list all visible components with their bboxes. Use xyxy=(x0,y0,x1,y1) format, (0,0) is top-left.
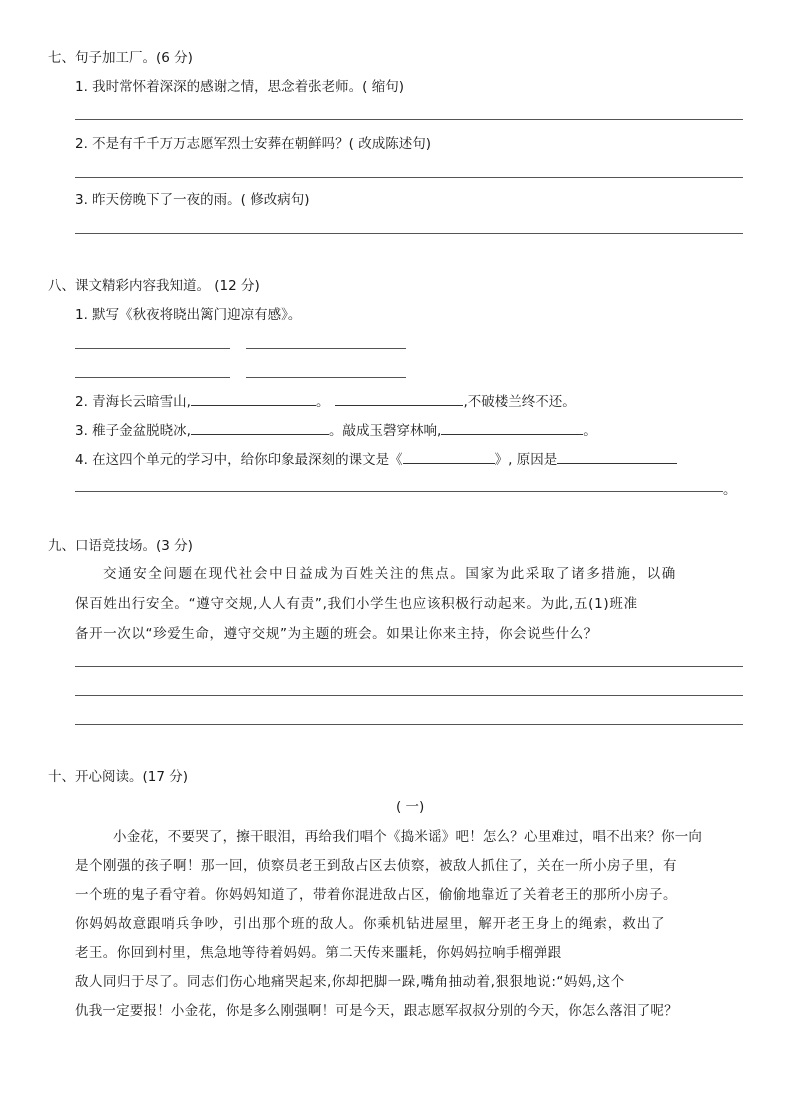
q2-text-b: 。 xyxy=(315,394,330,410)
answer-line[interactable] xyxy=(246,377,406,378)
answer-line[interactable] xyxy=(75,233,743,234)
q3-text-b: 。敲成玉磬穿林响, xyxy=(328,423,442,439)
s7-question-3: 3. 昨天傍晚下了一夜的雨。( 修改病句) xyxy=(75,192,310,208)
fill-blank[interactable] xyxy=(557,449,677,464)
s9-paragraph-line: 备开一次以“珍爱生命，遵守交规”为主题的班会。如果让你来主持，你会说些什么？ xyxy=(75,626,598,642)
s8-question-2 xyxy=(75,390,576,410)
fill-blank[interactable] xyxy=(335,391,463,406)
section-10-heading: 十、开心阅读。(17 分) xyxy=(48,769,189,785)
q4-text-a: 4. 在这四个单元的学习中，给你印象最深刻的课文是《 xyxy=(75,452,403,468)
q3-text-a: 3. 稚子金盆脱晓冰, xyxy=(75,423,191,439)
fill-blank[interactable] xyxy=(191,391,316,406)
answer-line[interactable] xyxy=(75,491,723,492)
passage-line: 是个刚强的孩子啊！那一回，侦察员老王到敌占区去侦察，被敌人抓住了，关在一所小房子里，有 xyxy=(75,858,677,874)
q4-text-b: 》, 原因是 xyxy=(494,452,558,468)
fill-blank[interactable] xyxy=(403,449,495,464)
s8-question-3 xyxy=(75,419,597,439)
section-8-heading: 八、课文精彩内容我知道。 (12 分) xyxy=(48,278,260,294)
s9-paragraph-line: 保百姓出行安全。“遵守交规,人人有责”,我们小学生也应该积极行动起来。为此,五(1)班准 xyxy=(75,596,638,612)
passage-line: 老王。你回到村里，焦急地等待着妈妈。第二天传来噩耗，你妈妈拉响手榴弹跟 xyxy=(75,945,562,961)
s8-question-1: 1. 默写《秋夜将晓出篱门迎凉有感》。 xyxy=(75,307,302,323)
s9-paragraph-line: 交通安全问题在现代社会中日益成为百姓关注的焦点。国家为此采取了诸多措施，以确 xyxy=(103,566,677,582)
section-7-heading: 七、句子加工厂。(6 分) xyxy=(48,50,193,66)
answer-line[interactable] xyxy=(246,348,406,349)
passage-line: 一个班的鬼子看守着。你妈妈知道了，带着你混进敌占区，偷偷地靠近了关着老王的那所小房子。 xyxy=(75,887,677,903)
fill-blank[interactable] xyxy=(441,420,583,435)
q2-text-c: ,不破楼兰终不还。 xyxy=(463,394,576,410)
s8-q4-end: 。 xyxy=(723,482,737,498)
section-9-heading: 九、口语竞技场。(3 分) xyxy=(48,538,193,554)
answer-line[interactable] xyxy=(75,348,230,349)
answer-line[interactable] xyxy=(75,119,743,120)
passage-line: 敌人同归于尽了。同志们伤心地痛哭起来,你却把脚一跺,嘴角抽动着,狠狠地说:“妈妈,这个 xyxy=(75,974,625,990)
answer-line[interactable] xyxy=(75,695,743,696)
answer-line[interactable] xyxy=(75,377,230,378)
fill-blank[interactable] xyxy=(191,420,329,435)
passage-line: 小金花，不要哭了，擦干眼泪，再给我们唱个《捣米谣》吧！怎么？心里难过，唱不出来？你一向 xyxy=(113,829,703,845)
q3-text-c: 。 xyxy=(583,423,597,439)
passage-line: 你妈妈故意跟哨兵争吵，引出那个班的敌人。你乘机钻进屋里，解开老王身上的绳索，救出了 xyxy=(75,916,666,932)
answer-line[interactable] xyxy=(75,666,743,667)
q2-text-a: 2. 青海长云暗雪山, xyxy=(75,394,191,410)
passage-line: 仇我一定要报！小金花，你是多么刚强啊！可是今天，跟志愿军叔叔分别的今天，你怎么落泪了呢？ xyxy=(75,1003,678,1019)
s8-question-4 xyxy=(75,448,677,468)
s7-question-1: 1. 我时常怀着深深的感谢之情，思念着张老师。( 缩句) xyxy=(75,79,404,95)
answer-line[interactable] xyxy=(75,724,743,725)
answer-line[interactable] xyxy=(75,177,743,178)
s7-question-2: 2. 不是有千千万万志愿军烈士安葬在朝鲜吗？( 改成陈述句) xyxy=(75,136,431,152)
passage-subheading: ( 一) xyxy=(396,799,425,815)
